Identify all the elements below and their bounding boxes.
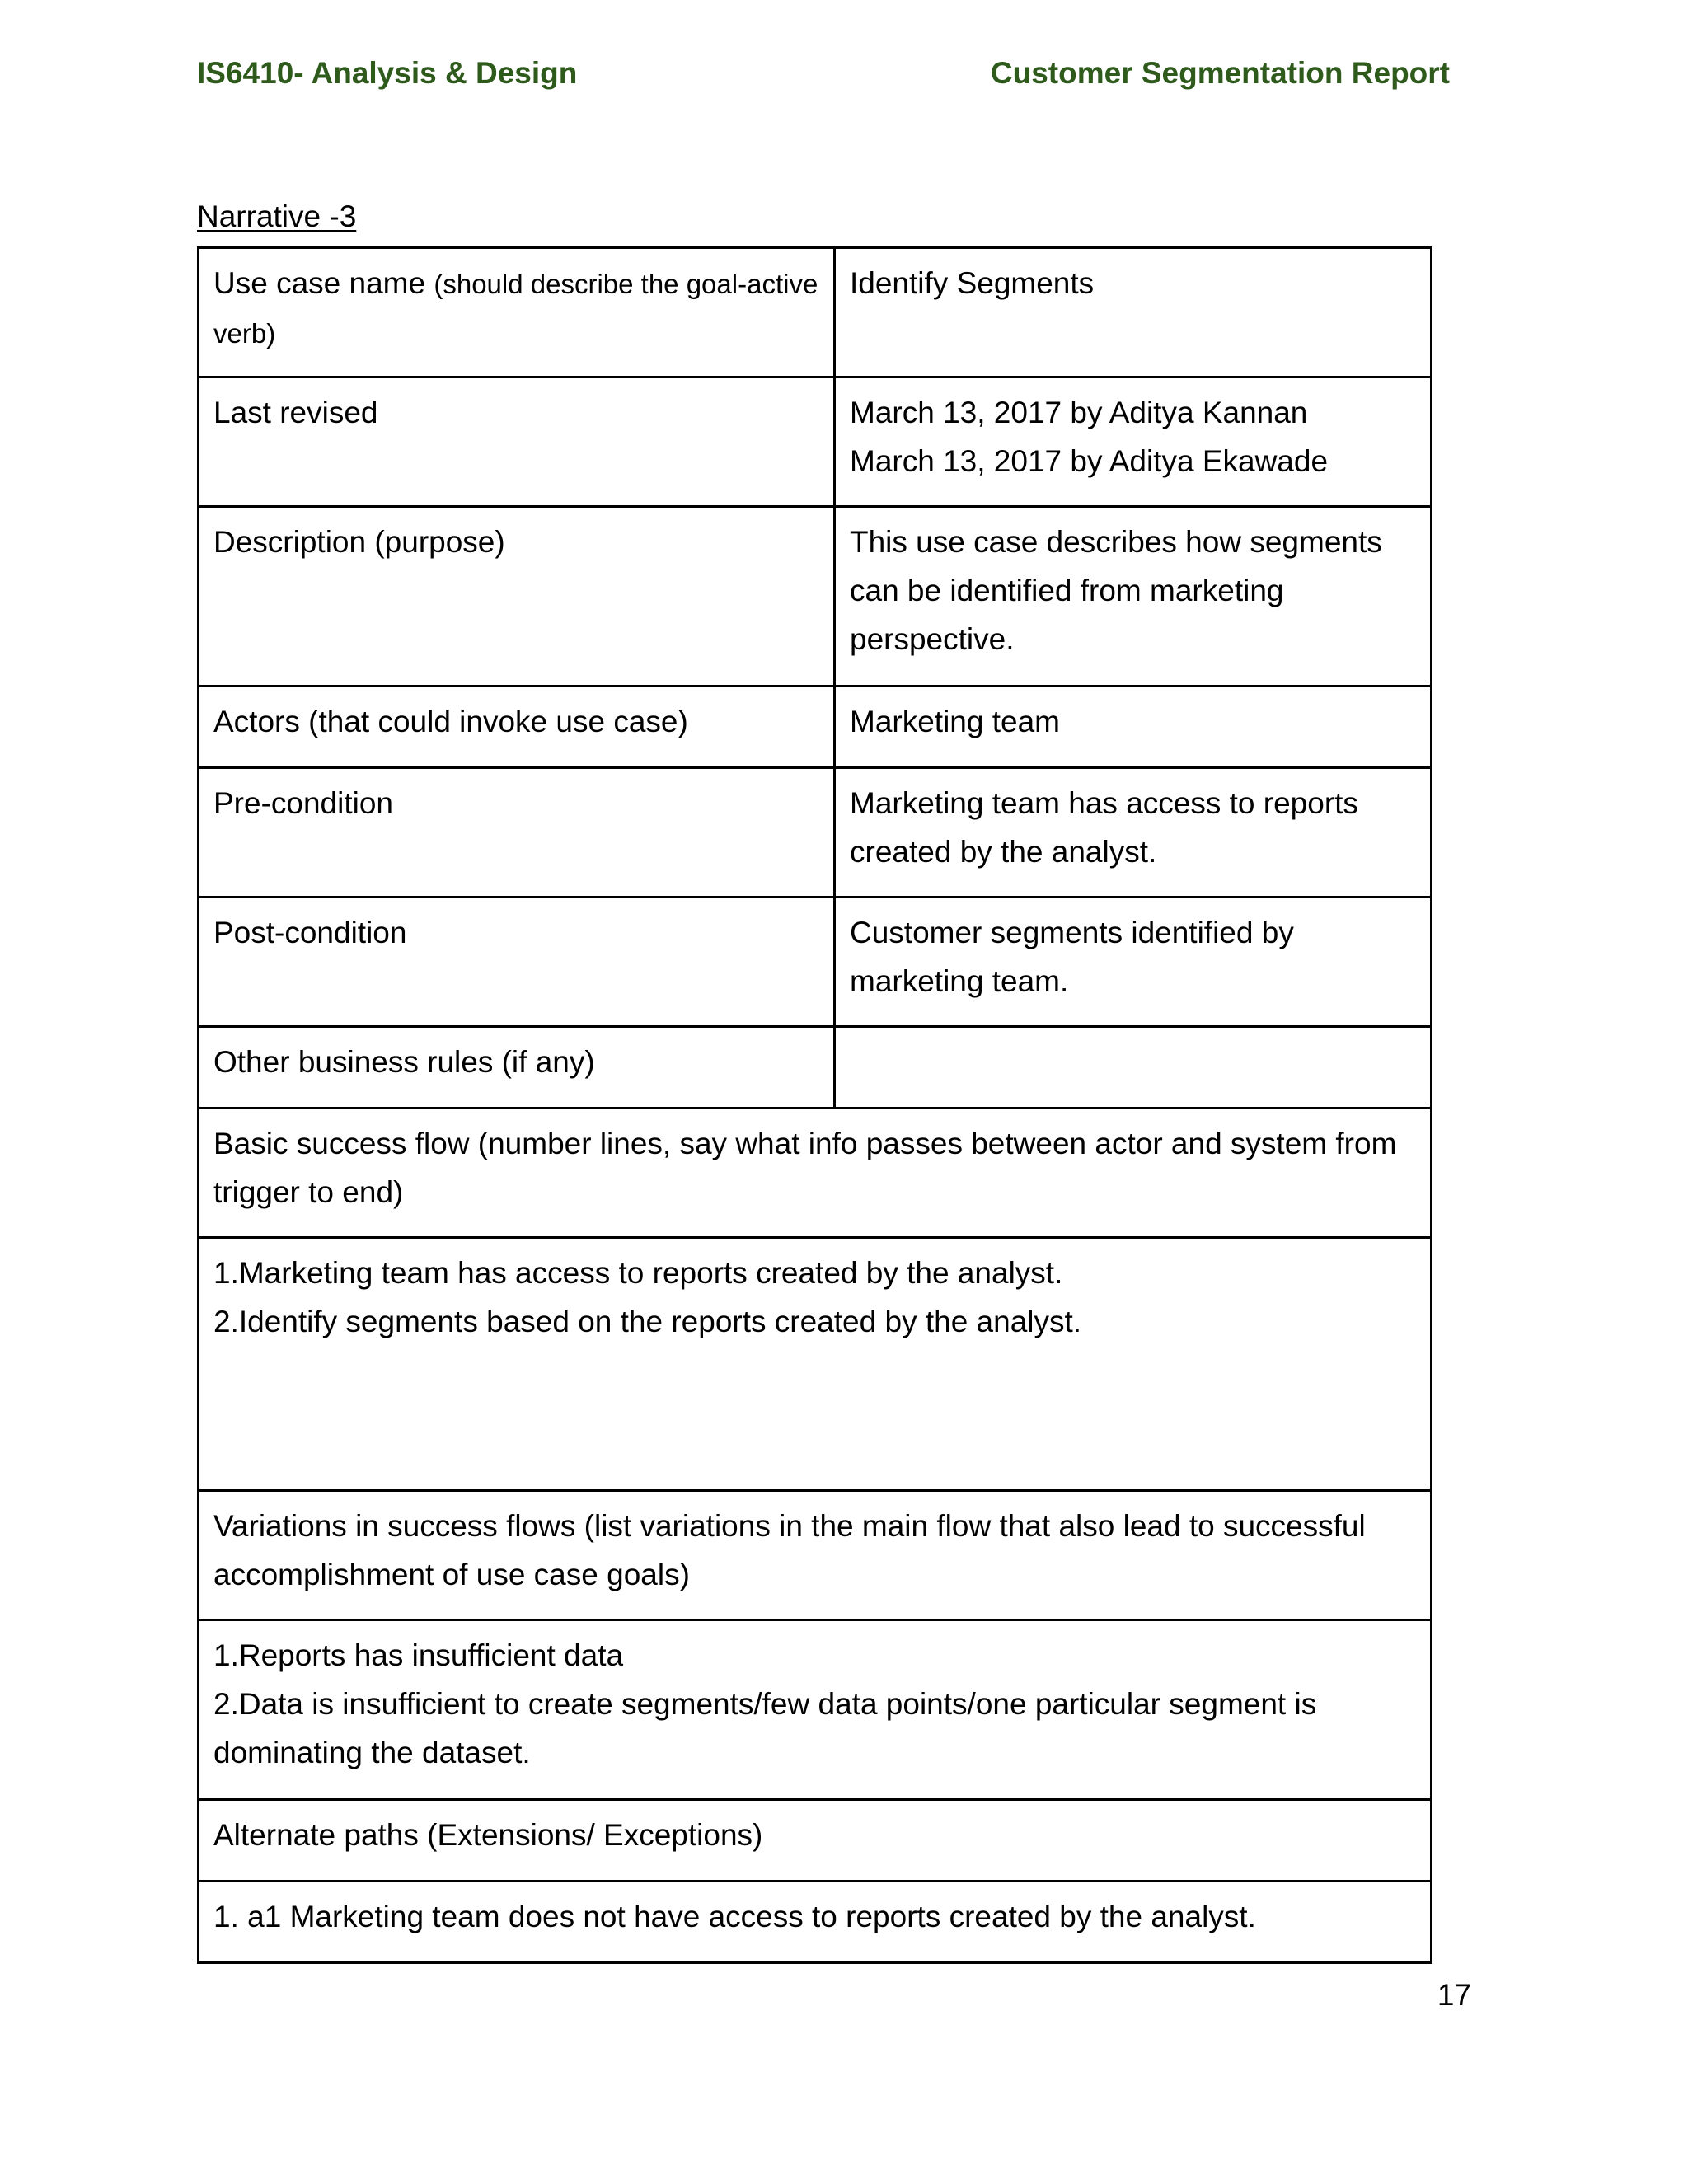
postcondition-label: Post-condition <box>199 898 835 1027</box>
table-row-postcondition <box>199 898 1432 1027</box>
actors-label: Actors (that could invoke use case) <box>199 687 835 768</box>
basic-flow-step: 1.Marketing team has access to reports created by the analyst. <box>213 1256 1063 1290</box>
table-row-alternate-heading <box>199 1800 1432 1882</box>
table-row-basic-flow-steps <box>199 1238 1432 1491</box>
last-revised-label: Last revised <box>199 377 835 507</box>
table-row-use-case-name <box>199 248 1432 377</box>
page-number: 17 <box>1437 1978 1471 2012</box>
last-revised-value-cell <box>835 377 1432 507</box>
use-case-name-note: (should describe the goal-active verb) <box>213 269 818 349</box>
business-rules-value <box>835 1027 1432 1108</box>
precondition-value: Marketing team has access to reports created by the analyst. <box>835 768 1432 898</box>
variation-step: 2.Data is insufficient to create segments/few data points/one particular segment is dominating the dataset. <box>213 1687 1317 1769</box>
description-value: This use case describes how segments can be identified from marketing perspective. <box>835 507 1432 687</box>
table-row-variations-steps <box>199 1620 1432 1800</box>
variation-step: 1.Reports has insufficient data <box>213 1638 624 1672</box>
table-row-description <box>199 507 1432 687</box>
table-row-business-rules <box>199 1027 1432 1108</box>
table-row-variations-heading <box>199 1491 1432 1620</box>
last-revised-entry: March 13, 2017 by Aditya Kannan <box>850 396 1308 429</box>
basic-flow-step: 2.Identify segments based on the reports created by the analyst. <box>213 1305 1082 1338</box>
last-revised-entry: March 13, 2017 by Aditya Ekawade <box>850 444 1329 478</box>
basic-flow-label: Basic success flow (number lines, say what info passes between actor and system from trigger to end) <box>199 1108 1432 1238</box>
alternate-paths-label: Alternate paths (Extensions/ Exceptions) <box>199 1800 1432 1882</box>
actors-value: Marketing team <box>835 687 1432 768</box>
narrative-title: Narrative -3 <box>197 199 357 233</box>
table-row-precondition <box>199 768 1432 898</box>
description-label: Description (purpose) <box>199 507 835 687</box>
table-row-basic-flow-heading <box>199 1108 1432 1238</box>
table-row-actors <box>199 687 1432 768</box>
use-case-name-value: Identify Segments <box>835 248 1432 377</box>
variations-label: Variations in success flows (list variations in the main flow that also lead to successful accomplishment of use case goals) <box>199 1491 1432 1620</box>
report-course-title: IS6410- Analysis & Design <box>197 56 578 90</box>
table-row-last-revised <box>199 377 1432 507</box>
report-title: Customer Segmentation Report <box>990 56 1450 90</box>
alternate-path-step: 1. a1 Marketing team does not have access to reports created by the analyst. <box>213 1900 1256 1933</box>
basic-flow-steps-cell <box>199 1238 1432 1491</box>
use-case-name-label-cell <box>199 248 835 377</box>
business-rules-label: Other business rules (if any) <box>199 1027 835 1108</box>
use-case-name-label: Use case name <box>213 266 426 300</box>
table-row-alternate-steps <box>199 1882 1432 1963</box>
variations-steps-cell <box>199 1620 1432 1800</box>
precondition-label: Pre-condition <box>199 768 835 898</box>
postcondition-value: Customer segments identified by marketing team. <box>835 898 1432 1027</box>
alternate-paths-cell <box>199 1882 1432 1963</box>
use-case-narrative-table <box>197 246 1432 1964</box>
